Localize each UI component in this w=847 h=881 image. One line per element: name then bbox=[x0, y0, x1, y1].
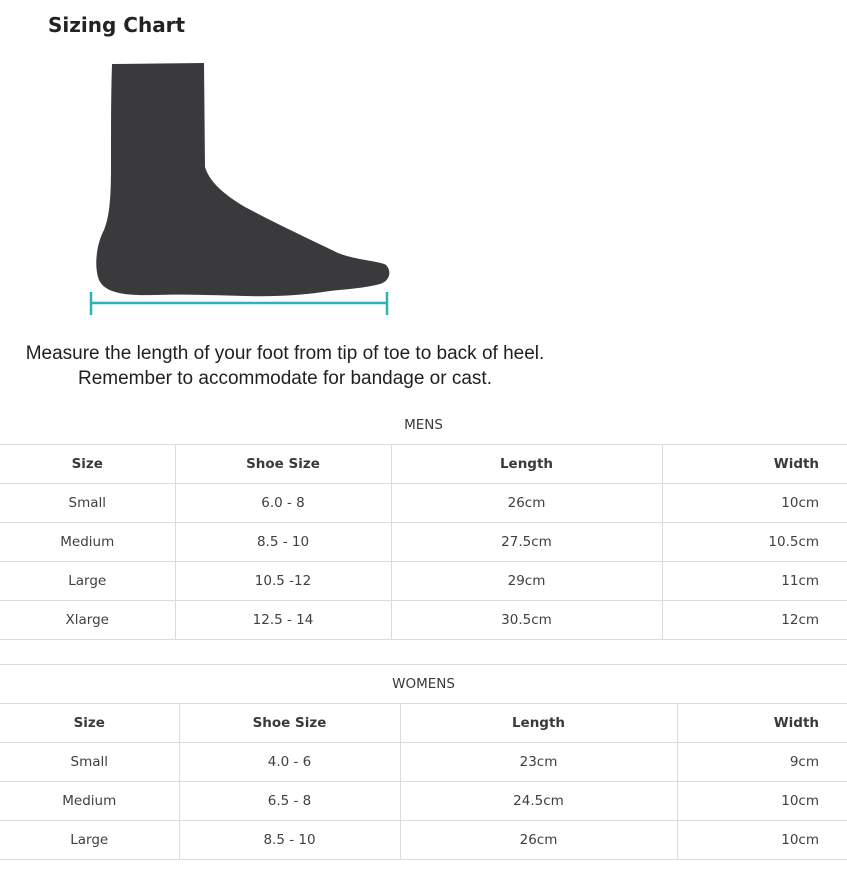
table-row bbox=[0, 523, 847, 562]
mens-size-table bbox=[0, 406, 847, 640]
womens-caption-row bbox=[0, 665, 847, 704]
cell-width: 9cm bbox=[677, 743, 847, 782]
mens-header-row bbox=[0, 445, 847, 484]
table-row bbox=[0, 782, 847, 821]
cell-length: 26cm bbox=[391, 484, 662, 523]
cell-shoe-size: 8.5 - 10 bbox=[175, 523, 391, 562]
cell-width: 10cm bbox=[677, 782, 847, 821]
column-header-length: Length bbox=[400, 704, 677, 743]
womens-caption: WOMENS bbox=[0, 665, 847, 704]
cell-length: 27.5cm bbox=[391, 523, 662, 562]
table-row bbox=[0, 821, 847, 860]
womens-header-row bbox=[0, 704, 847, 743]
foot-shape bbox=[96, 63, 389, 296]
cell-size: Medium bbox=[0, 523, 175, 562]
column-header-length: Length bbox=[391, 445, 662, 484]
cell-length: 23cm bbox=[400, 743, 677, 782]
cell-length: 29cm bbox=[391, 562, 662, 601]
cell-shoe-size: 6.5 - 8 bbox=[179, 782, 400, 821]
measurement-instructions bbox=[0, 341, 570, 391]
column-header-width: Width bbox=[677, 704, 847, 743]
cell-size: Large bbox=[0, 562, 175, 601]
cell-size: Medium bbox=[0, 782, 179, 821]
cell-width: 10cm bbox=[662, 484, 847, 523]
table-row bbox=[0, 601, 847, 640]
foot-illustration bbox=[80, 55, 400, 325]
instruction-line-2: Remember to accommodate for bandage or cast. bbox=[78, 368, 492, 389]
cell-shoe-size: 6.0 - 8 bbox=[175, 484, 391, 523]
column-header-width: Width bbox=[662, 445, 847, 484]
cell-length: 30.5cm bbox=[391, 601, 662, 640]
table-row bbox=[0, 484, 847, 523]
mens-caption: MENS bbox=[0, 406, 847, 445]
mens-caption-row bbox=[0, 406, 847, 445]
column-header-shoe-size: Shoe Size bbox=[175, 445, 391, 484]
column-header-size: Size bbox=[0, 704, 179, 743]
womens-size-table bbox=[0, 664, 847, 860]
cell-width: 10cm bbox=[677, 821, 847, 860]
cell-size: Small bbox=[0, 743, 179, 782]
table-row bbox=[0, 743, 847, 782]
column-header-shoe-size: Shoe Size bbox=[179, 704, 400, 743]
foot-silhouette-icon bbox=[80, 55, 400, 325]
page-title: Sizing Chart bbox=[48, 13, 186, 37]
column-header-size: Size bbox=[0, 445, 175, 484]
cell-shoe-size: 10.5 -12 bbox=[175, 562, 391, 601]
cell-size: Large bbox=[0, 821, 179, 860]
cell-width: 12cm bbox=[662, 601, 847, 640]
instruction-line-1: Measure the length of your foot from tip of toe to back of heel. bbox=[25, 343, 545, 364]
table-row bbox=[0, 562, 847, 601]
cell-size: Xlarge bbox=[0, 601, 175, 640]
cell-shoe-size: 8.5 - 10 bbox=[179, 821, 400, 860]
cell-shoe-size: 12.5 - 14 bbox=[175, 601, 391, 640]
cell-width: 11cm bbox=[662, 562, 847, 601]
cell-size: Small bbox=[0, 484, 175, 523]
cell-shoe-size: 4.0 - 6 bbox=[179, 743, 400, 782]
cell-length: 26cm bbox=[400, 821, 677, 860]
cell-width: 10.5cm bbox=[662, 523, 847, 562]
cell-length: 24.5cm bbox=[400, 782, 677, 821]
